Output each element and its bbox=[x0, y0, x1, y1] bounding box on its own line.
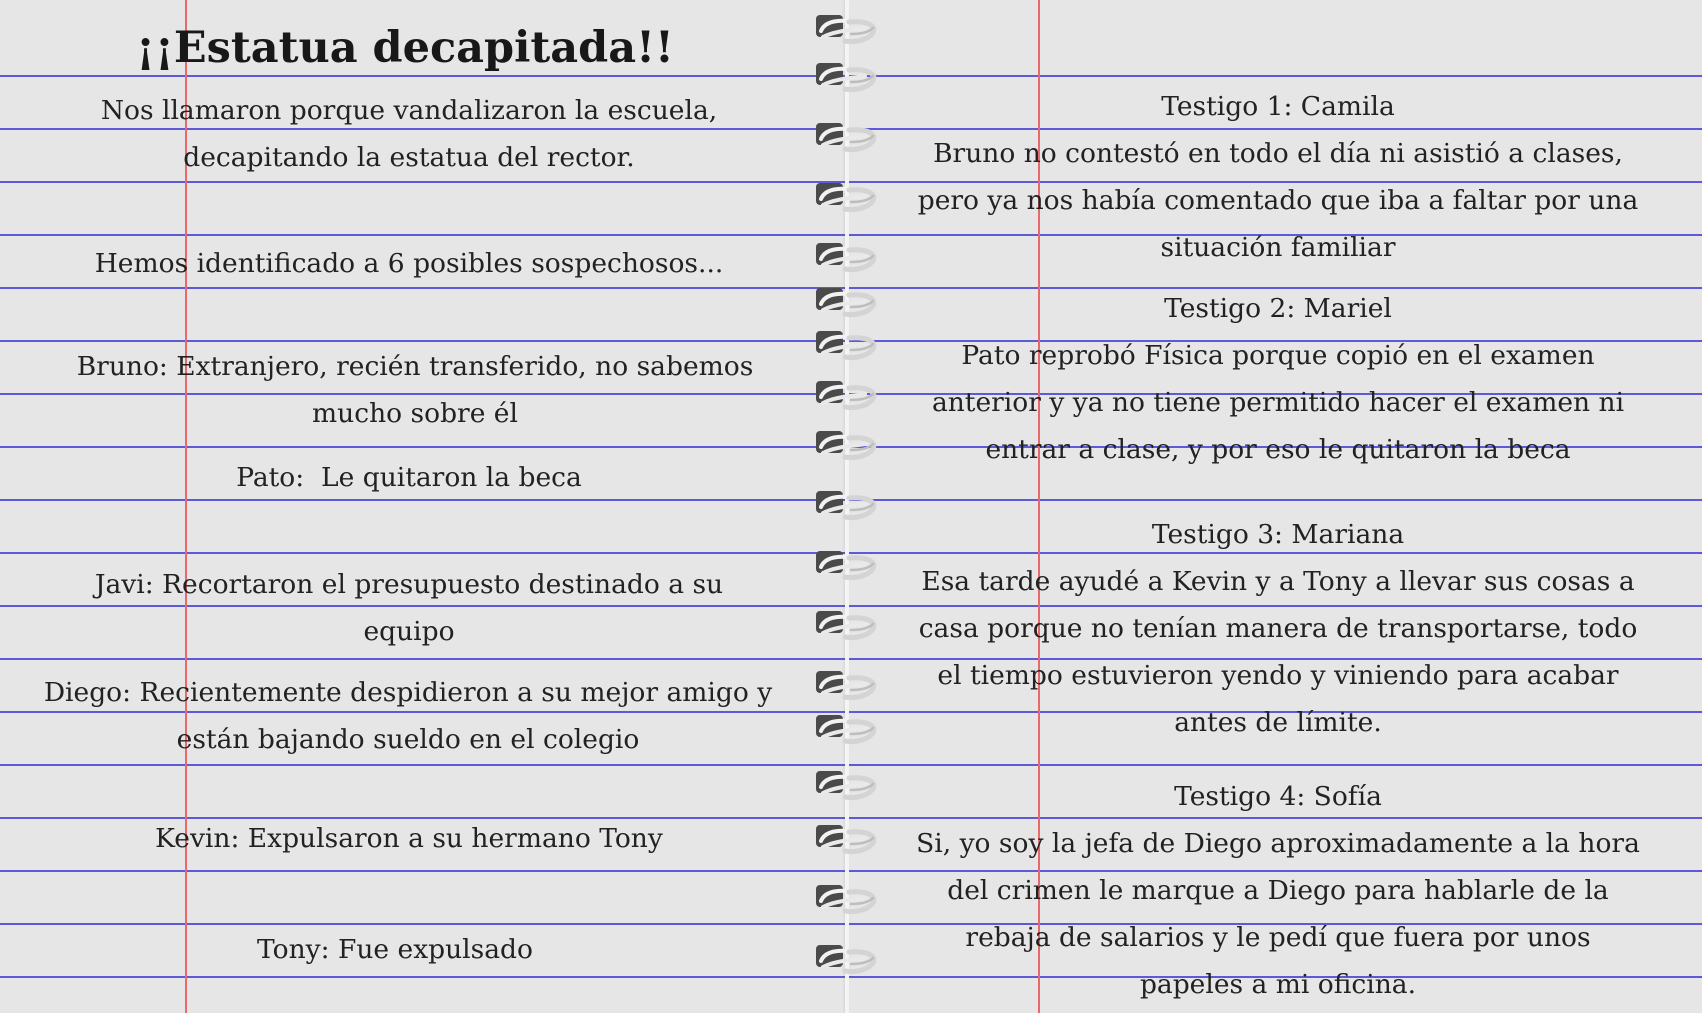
suspect-javi bbox=[0, 561, 818, 655]
witness-line: pero ya nos había comentado que iba a faltar por una bbox=[917, 185, 1639, 216]
ruled-line bbox=[0, 658, 848, 660]
suspect-line: equipo bbox=[363, 616, 455, 647]
witness-line: papeles a mi oficina. bbox=[1139, 969, 1417, 1000]
spiral-ring-icon bbox=[815, 712, 887, 748]
witness-line: Bruno no contestó en todo el día ni asistió a clases, bbox=[933, 138, 1623, 169]
ruled-line bbox=[848, 764, 1702, 766]
ruled-line bbox=[0, 976, 848, 978]
intro-line: Nos llamaron porque vandalizaron la escuela, bbox=[100, 95, 718, 126]
ruled-line bbox=[0, 181, 848, 183]
suspect-line: Bruno: Extranjero, recién transferido, no sabemos bbox=[76, 351, 754, 382]
ruled-line bbox=[0, 764, 848, 766]
spiral-ring-icon bbox=[815, 378, 887, 414]
witness-2 bbox=[858, 285, 1698, 473]
suspect-tony: Tony: Fue expulsado bbox=[257, 934, 533, 965]
intro-line: decapitando la estatua del rector. bbox=[183, 142, 635, 173]
witness-line: del crimen le marque a Diego para hablarle de la bbox=[947, 875, 1609, 906]
witness-line: casa porque no tenían manera de transportarse, todo bbox=[918, 613, 1638, 644]
spiral-ring-icon bbox=[815, 180, 887, 216]
spiral-ring-icon bbox=[815, 822, 887, 858]
witness-line: anterior y ya no tiene permitido hacer el examen ni bbox=[931, 387, 1625, 418]
ruled-line bbox=[0, 340, 848, 342]
witness-line: entrar a clase, y por eso le quitaron la beca bbox=[985, 434, 1571, 465]
spiral-ring-icon bbox=[815, 12, 887, 48]
witness-title: Testigo 1: Camila bbox=[1161, 91, 1395, 122]
spiral-ring-icon bbox=[815, 428, 887, 464]
suspect-line: Javi: Recortaron el presupuesto destinado a su bbox=[94, 569, 724, 600]
spiral-ring-icon bbox=[815, 548, 887, 584]
suspect-pato: Pato: Le quitaron la beca bbox=[236, 462, 582, 493]
spiral-ring-icon bbox=[815, 488, 887, 524]
witness-line: el tiempo estuvieron yendo y viniendo para acabar bbox=[937, 660, 1619, 691]
intro-text bbox=[0, 87, 818, 181]
ruled-line bbox=[0, 287, 848, 289]
suspect-bruno bbox=[10, 343, 820, 437]
ruled-line bbox=[0, 923, 848, 925]
ruled-line bbox=[0, 552, 848, 554]
spiral-ring-icon bbox=[815, 882, 887, 918]
ruled-line bbox=[0, 446, 848, 448]
witness-line: Esa tarde ayudé a Kevin y a Tony a llevar sus cosas a bbox=[921, 566, 1635, 597]
witness-line: rebaja de salarios y le pedí que fuera por unos bbox=[965, 922, 1591, 953]
suspect-line: están bajando sueldo en el colegio bbox=[176, 724, 640, 755]
spiral-ring-icon bbox=[815, 120, 887, 156]
spiral-ring-icon bbox=[815, 240, 887, 276]
witness-title: Testigo 3: Mariana bbox=[1151, 519, 1405, 550]
witness-line: antes de límite. bbox=[1174, 707, 1382, 738]
spiral-ring-icon bbox=[815, 668, 887, 704]
page-title: ¡¡Estatua decapitada!! bbox=[136, 23, 674, 73]
witness-1 bbox=[858, 83, 1698, 271]
witness-4 bbox=[858, 773, 1698, 1008]
suspect-kevin: Kevin: Expulsaron a su hermano Tony bbox=[155, 823, 663, 854]
ruled-line bbox=[0, 234, 848, 236]
left-notebook-page bbox=[0, 0, 848, 1013]
ruled-line bbox=[848, 75, 1702, 77]
witness-title: Testigo 4: Sofía bbox=[1174, 781, 1382, 812]
spiral-ring-icon bbox=[815, 608, 887, 644]
ruled-line bbox=[0, 870, 848, 872]
suspect-line: mucho sobre él bbox=[312, 398, 518, 429]
witness-3 bbox=[858, 511, 1698, 746]
witness-line: situación familiar bbox=[1160, 232, 1396, 263]
witness-title: Testigo 2: Mariel bbox=[1164, 293, 1392, 324]
suspect-diego bbox=[0, 669, 822, 763]
witness-line: Pato reprobó Física porque copió en el examen bbox=[961, 340, 1595, 371]
spiral-ring-icon bbox=[815, 285, 887, 321]
spiral-ring-icon bbox=[815, 328, 887, 364]
spiral-ring-icon bbox=[815, 942, 887, 978]
suspects-intro: Hemos identificado a 6 posibles sospechosos... bbox=[94, 248, 724, 279]
suspect-line: Diego: Recientemente despidieron a su mejor amigo y bbox=[43, 677, 773, 708]
witness-line: Si, yo soy la jefa de Diego aproximadamente a la hora bbox=[916, 828, 1640, 859]
spiral-ring-icon bbox=[815, 60, 887, 96]
spiral-ring-icon bbox=[815, 768, 887, 804]
ruled-line bbox=[848, 499, 1702, 501]
